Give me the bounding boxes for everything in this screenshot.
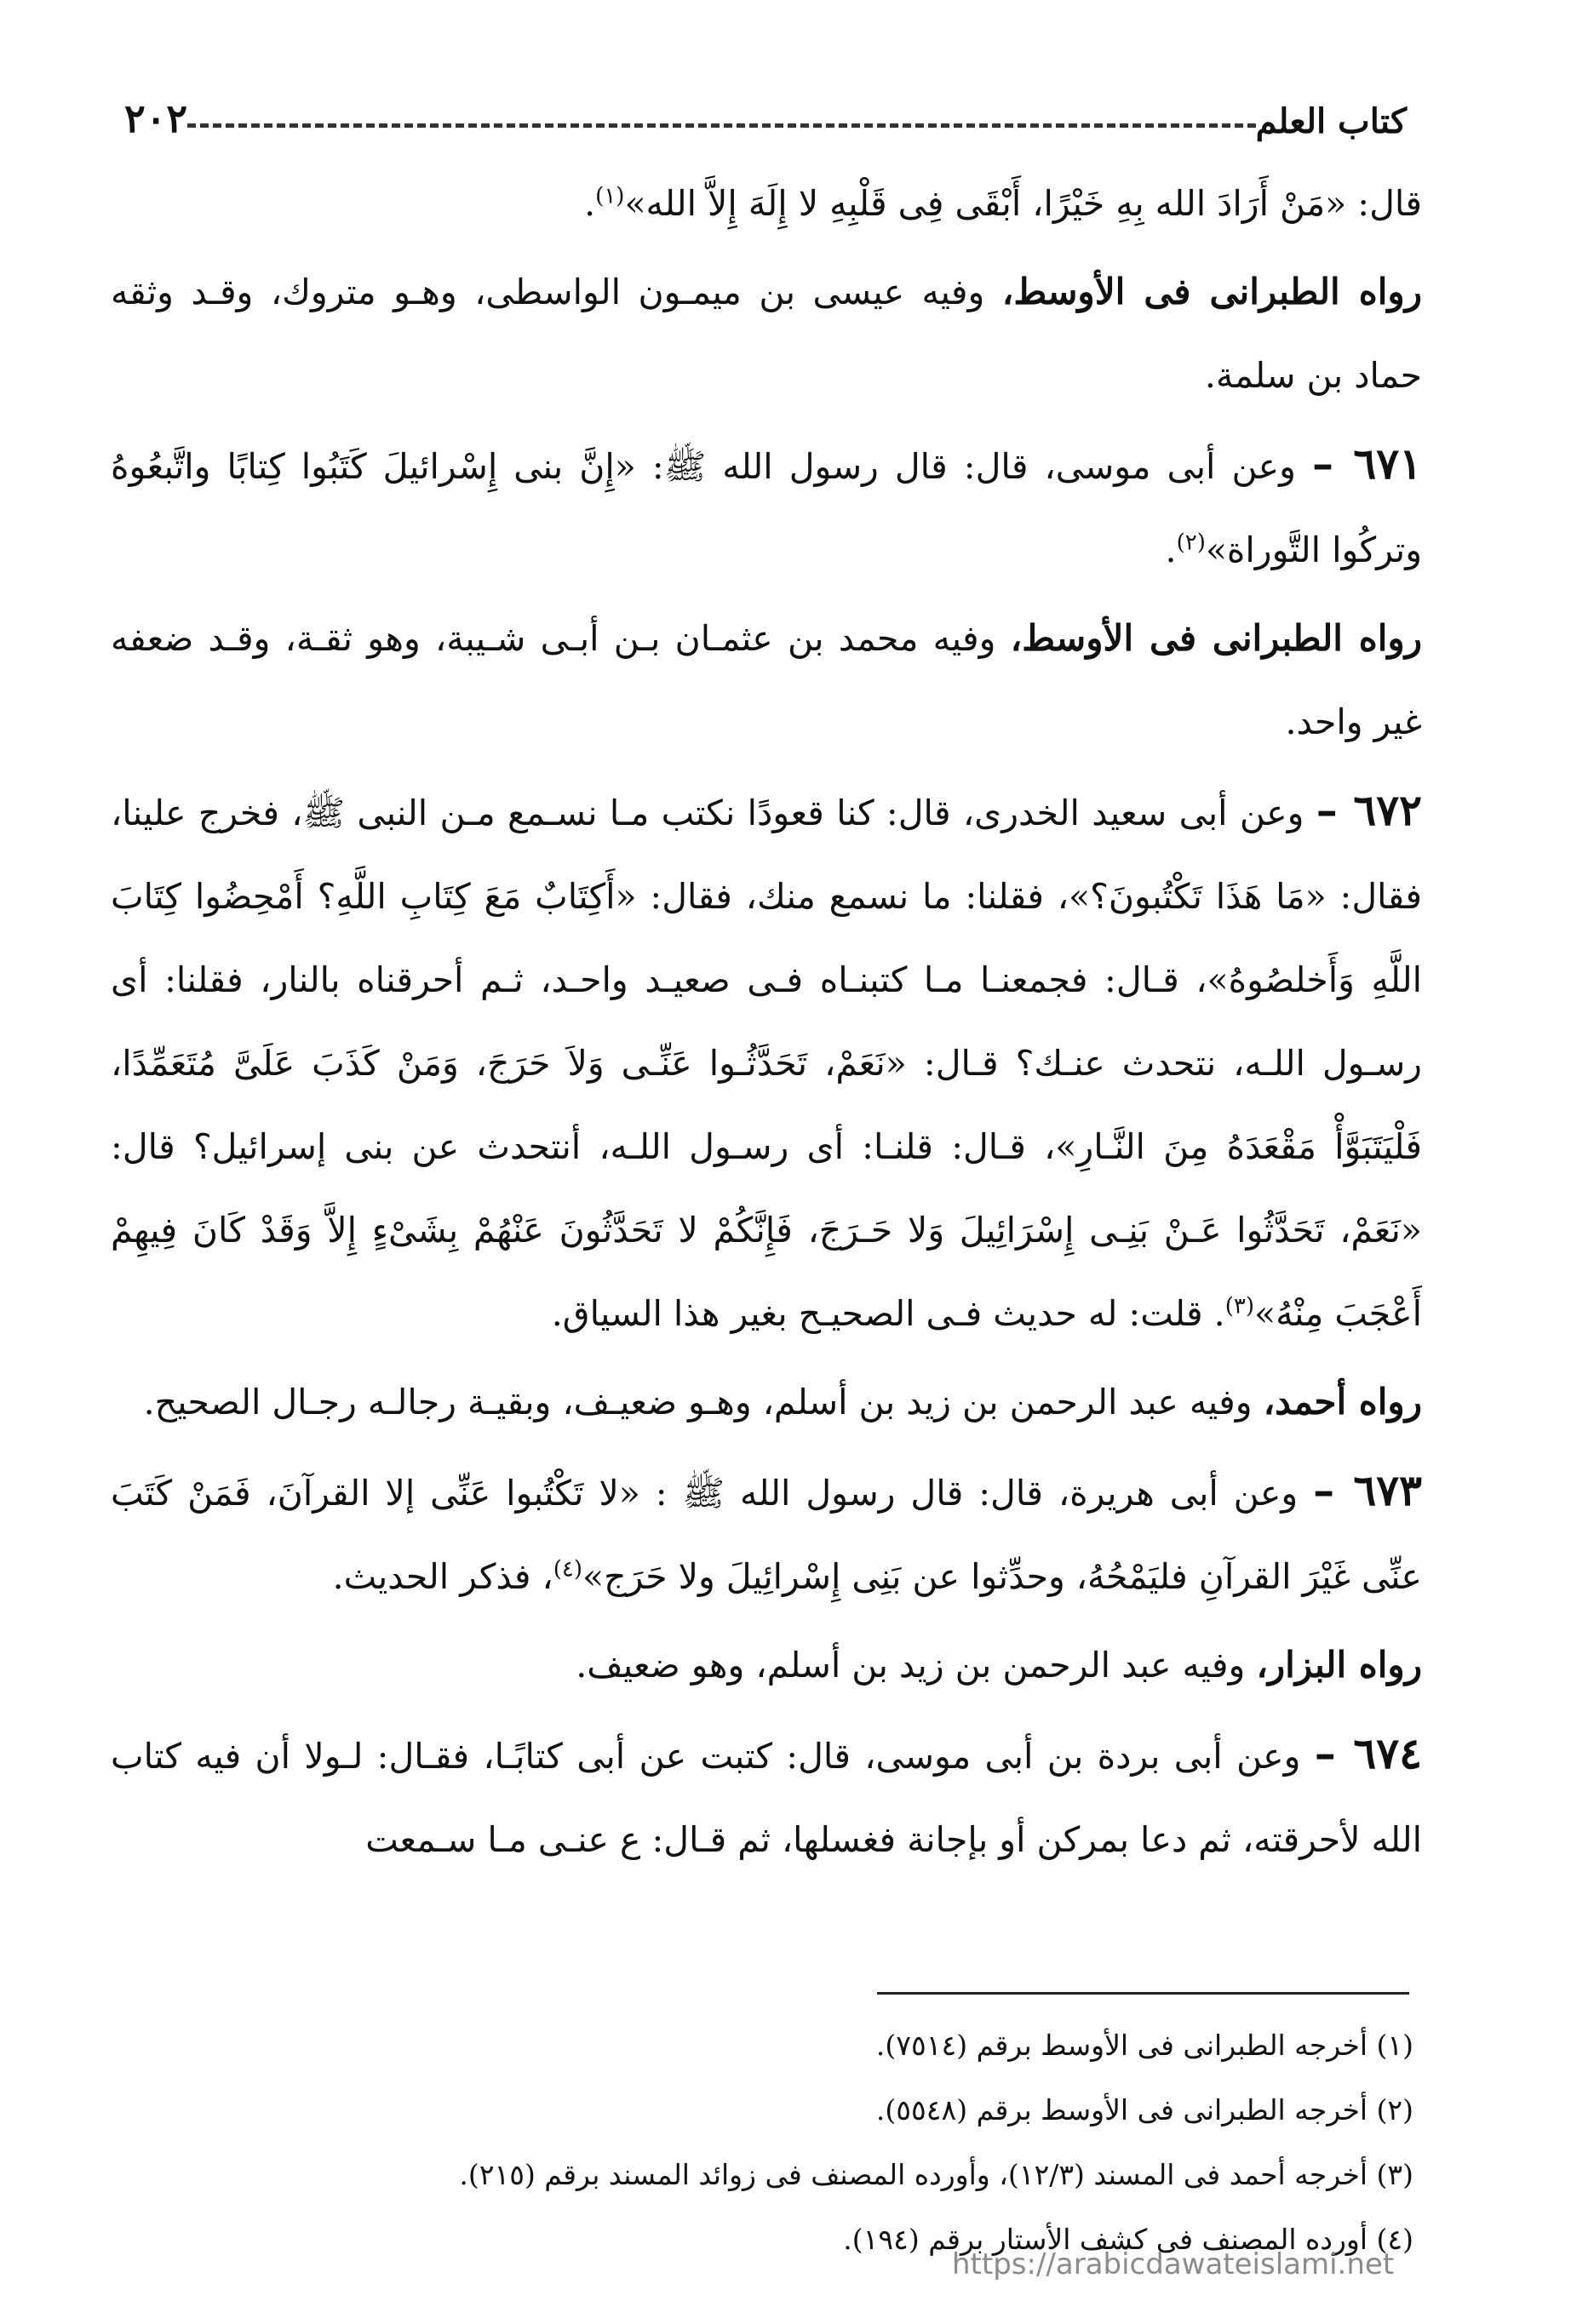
page-number: ٢٠٢ <box>124 95 188 141</box>
hadith-671 <box>111 422 1422 592</box>
hadith-text: وعن أبى موسى، قال: قال رسول الله ﷺ: «إِنَّ بنى إِسْرائيلَ كَتَبُوا كِتابًا واتَّبعُوهُ وتركُوا التَّوراة» <box>111 446 1422 570</box>
header-dashed-rule <box>187 123 1256 128</box>
watermark-url: https://arabicdawateislami.net <box>952 2247 1395 2281</box>
commentary-text: وفيه عبد الرحمن بن زيد بن أسلم، وهو ضعيف. <box>576 1645 1246 1686</box>
footnote-item: (٣) أخرجه أحمد فى المسند (١٢/٣)، وأورده المصنف فى زوائد المسند برقم (٢١٥). <box>459 2158 1413 2191</box>
hadith-674 <box>111 1712 1422 1881</box>
paragraph <box>111 250 1422 417</box>
footnote-ref: (١) <box>595 183 625 209</box>
footnotes <box>255 2013 1413 2272</box>
page-header <box>111 82 1422 141</box>
text-tail: . <box>584 183 596 224</box>
commentary-text: وفيه عبد الرحمن بن زيد بن أسلم، وهـو ضعيـف، وبقيـة رجالـه رجـال الصحيح. <box>143 1382 1253 1422</box>
text-tail: . قلت: له حديث فـى الصحيـح بغير هذا السياق. <box>551 1293 1225 1334</box>
hadith-number: ٦٧٤ – <box>1314 1728 1422 1778</box>
main-text <box>111 162 1422 1886</box>
hadith-text: وعن أبى هريرة، قال: قال رسول الله ﷺ : «لا تَكْتُبوا عَنِّى إلا القرآنَ، فَمَنْ كَتَبَ عنِّى غَيْرَ القرآنِ فليَمْحُهُ، وحدِّثوا عن بَنِى إِسْرائِيلَ ولا حَرَج» <box>111 1473 1422 1597</box>
hadith-number: ٦٧٢ – <box>1316 785 1422 835</box>
footnote-ref: (٢) <box>1176 529 1206 556</box>
footnote-item: (١) أخرجه الطبرانى فى الأوسط برقم (٧٥١٤). <box>875 2029 1413 2062</box>
paragraph <box>111 1623 1422 1707</box>
footnote-item: (٢) أخرجه الطبرانى فى الأوسط برقم (٥٥٤٨). <box>875 2093 1413 2127</box>
footnote-ref: (٤) <box>553 1556 583 1583</box>
hadith-number: ٦٧١ – <box>1312 438 1422 489</box>
paragraph <box>111 1360 1422 1444</box>
source-label: رواه الطبرانى فى الأوسط، <box>1001 271 1422 312</box>
hadith-text: وعن أبى بردة بن أبى موسى، قال: كتبت عن أبى كتابًـا، فقـال: لـولا أن فيه كتاب الله لأحرقته، ثم دعا بمركن أو بإجانة فغسلها، ثم قـال: ع عنـى مـا سـمعت <box>111 1736 1422 1860</box>
footnote-ref: (٣) <box>1224 1293 1254 1319</box>
paragraph <box>111 162 1422 245</box>
source-label: رواه الطبرانى فى الأوسط، <box>1010 617 1422 659</box>
commentary-text: وفيه محمد بن عثمـان بـن أبـى شـيبة، وهو ثقـة، وقـد ضعفه غير واحد. <box>111 618 1422 742</box>
hadith-673 <box>111 1449 1422 1618</box>
text-tail: ، فذكر الحديث. <box>332 1556 553 1597</box>
source-label: رواه البزار، <box>1256 1644 1422 1686</box>
source-label: رواه أحمد، <box>1263 1381 1422 1422</box>
hadith-number: ٦٧٣ – <box>1313 1465 1422 1515</box>
hadith-text: وعن أبى سعيد الخدرى، قال: كنا قعودًا نكتب مـا نسـمع مـن النبى ﷺ، فخرج علينا، فقال: «مَا هَذَا تَكْتُبونَ؟»، فقلنا: ما نسمع منك، فقال: «أَكِتَابٌ مَعَ كِتَابِ اللَّهِ؟ أَمْحِضُوا كِتَابَ اللَّهِ وَأَخلصُوهُ»، قـال: فجمعنـا مـا كتبنـاه فـى صعيـد واحـد، ثـم أحرقناه بالنار، فقلنا: أى رسـول اللـه، نتحدث عنـك؟ قـال: «نَعَمْ، تَحَدَّثُـوا عَنِّـى وَلاَ حَرَجَ، وَمَنْ كَذَبَ عَلَىَّ مُتَعَمِّدًا، فَلْيَتَبَوَّأْ مَقْعَدَهُ مِنَ النَّـارِ»، قـال: قلنـا: أى رسـول اللـه، أنتحدث عن بنى إسرائيل؟ قال: «نَعَمْ، تَحَدَّثُوا عَـنْ بَنِـى إِسْرَائِيلَ وَلا حَـرَجَ، فَإِنَّكُمْ لا تَحَدَّثُونَ عَنْهُمْ بِشَىْءٍ إِلاَّ وَقَدْ كَانَ فِيهِمْ أَعْجَبَ مِنْهُ» <box>111 793 1422 1334</box>
commentary-text: وفيه عيسى بن ميمـون الواسطى، وهـو متروك، وقـد وثقه حماد بن سلمة. <box>111 272 1422 396</box>
book-title: كتاب العلم <box>1255 101 1407 141</box>
hadith-672 <box>111 769 1422 1355</box>
hadith-text: قال: «مَنْ أَرَادَ الله بِهِ خَيْرًا، أَبْقَى فِى قَلْبِهِ لا إِلَهَ إِلاَّ الله» <box>624 183 1422 224</box>
paragraph <box>111 597 1422 764</box>
text-tail: . <box>1165 529 1177 570</box>
footnote-separator <box>877 1992 1409 1995</box>
footnote-item: (٤) أورده المصنف فى كشف الأستار برقم (١٩٤). <box>843 2223 1413 2256</box>
